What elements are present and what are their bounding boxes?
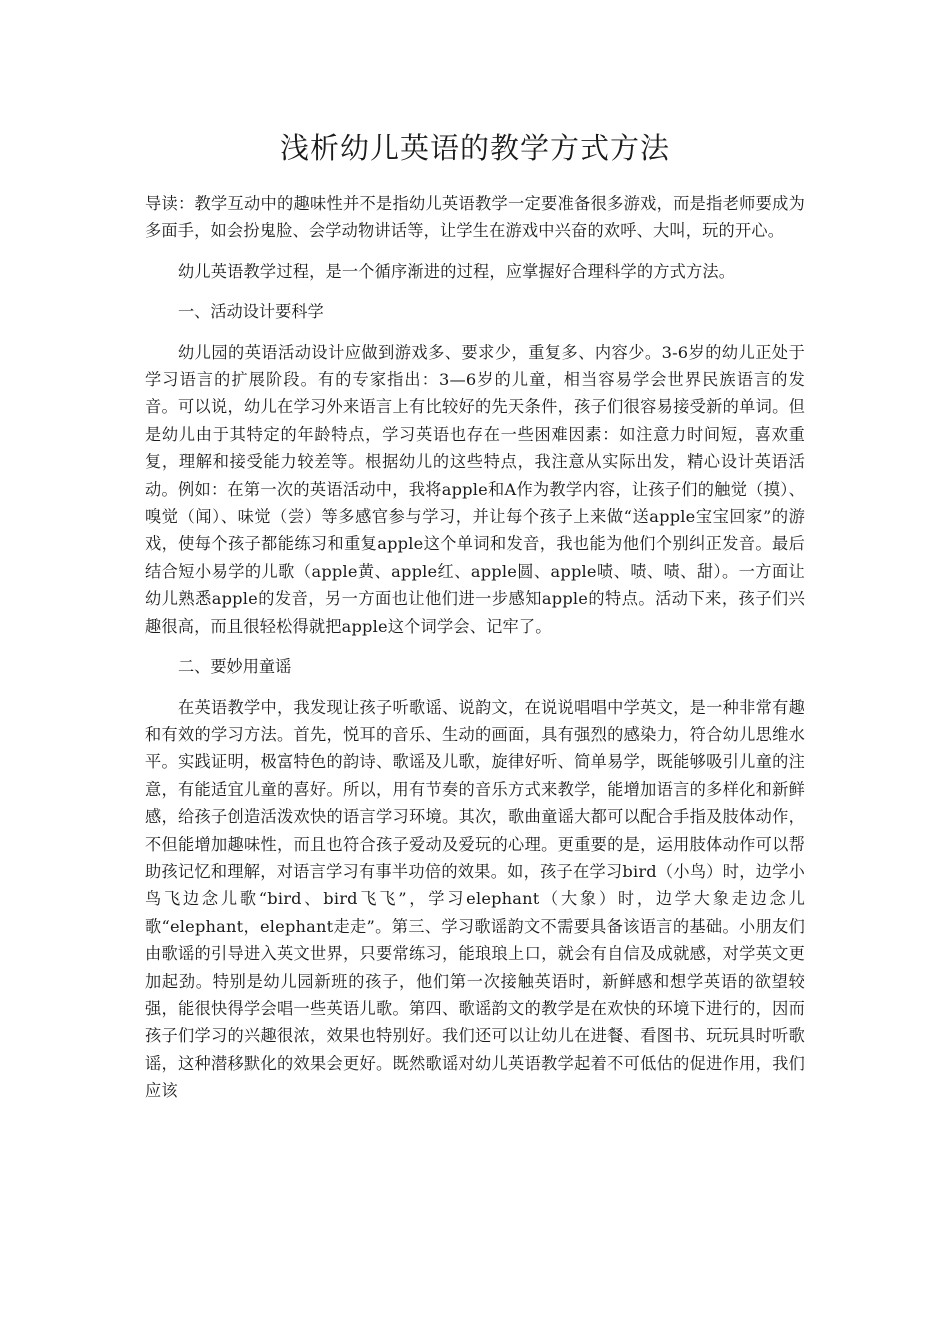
spacer bbox=[145, 681, 805, 694]
spacer bbox=[145, 640, 805, 653]
paragraph-nursery-rhymes: 在英语教学中，我发现让孩子听歌谣、说韵文，在说说唱唱中学英文，是一种非常有趣和有效的学习方法。首先，悦耳的音乐、生动的画面，具有强烈的感染力，符合幼儿思维水平。实践证明，极富特色的韵诗、歌谣及儿歌，旋律好听、简单易学，既能够吸引儿童的注意，有能适宜儿童的喜好。所以，用有节奏的音乐方式来教学，能增加语言的多样化和新鲜感，给孩子创造活泼欢快的语言学习环境。其次，歌曲童谣大都可以配合手指及肢体动作，不但能增加趣味性，而且也符合孩子爱动及爱玩的心理。更重要的是，运用肢体动作可以帮助孩记忆和理解，对语言学习有事半功倍的效果。如，孩子在学习bird（小鸟）时，边学小鸟飞边念儿歌“bird、bird飞飞”，学习elephant（大象）时，边学大象走边念儿歌“elephant，elephant走走”。第三、学习歌谣韵文不需要具备该语言的基础。小朋友们由歌谣的引导进入英文世界，只要常练习，能琅琅上口，就会有自信及成就感，对学英文更加起劲。特别是幼儿园新班的孩子，他们第一次接触英语时，新鲜感和想学英语的欲望较强，能很快得学会唱一些英语儿歌。第四、歌谣韵文的教学是在欢快的环境下进行的，因而孩子们学习的兴趣很浓，效果也特别好。我们还可以让幼儿在进餐、看图书、玩玩具时听歌谣，这种潜移默化的效果会更好。既然歌谣对幼儿英语教学起着不可低估的促进作用，我们应该 bbox=[145, 697, 805, 1101]
document-title: 浅析幼儿英语的教学方式方法 bbox=[279, 131, 670, 165]
intro-paragraph: 导读：教学互动中的趣味性并不是指幼儿英语教学一定要准备很多游戏，而是指老师要成为多面手，如会扮鬼脸、会学动物讲话等，让学生在游戏中兴奋的欢呼、大叫，玩的开心。 bbox=[145, 194, 805, 241]
section-heading-2: 二、要妙用童谣 bbox=[178, 657, 292, 677]
paragraph-overview: 幼儿英语教学过程，是一个循序渐进的过程，应掌握好合理科学的方式方法。 bbox=[178, 261, 736, 281]
spacer bbox=[145, 326, 805, 339]
document-page bbox=[145, 128, 805, 1105]
section-heading-1: 一、活动设计要科学 bbox=[178, 302, 324, 322]
spacer bbox=[145, 285, 805, 298]
paragraph-activity-design: 幼儿园的英语活动设计应做到游戏多、要求少，重复多、内容少。3-6岁的幼儿正处于学习语言的扩展阶段。有的专家指出：3—6岁的儿童，相当容易学会世界民族语言的发音。可以说，幼儿在学习外来语言上有比较好的先天条件，孩子们很容易接受新的单词。但是幼儿由于其特定的年龄特点，学习英语也存在一些困难因素：如注意力时间短，喜欢重复，理解和接受能力较差等。根据幼儿的这些特点，我注意从实际出发，精心设计英语活动。例如：在第一次的英语活动中，我将apple和A作为教学内容，让孩子们的触觉（摸）、嗅觉（闻）、味觉（尝）等多感官参与学习，并让每个孩子上来做“送apple宝宝回家”的游戏，使每个孩子都能练习和重复apple这个单词和发音，我也能为他们个别纠正发音。最后结合短小易学的儿歌（apple黄、apple红、apple圆、apple啧、啧、啧、甜）。一方面让幼儿熟悉apple的发音，另一方面也让他们进一步感知apple的特点。活动下来，孩子们兴趣很高，而且很轻松得就把apple这个词学会、记牢了。 bbox=[145, 342, 805, 636]
spacer bbox=[145, 245, 805, 258]
